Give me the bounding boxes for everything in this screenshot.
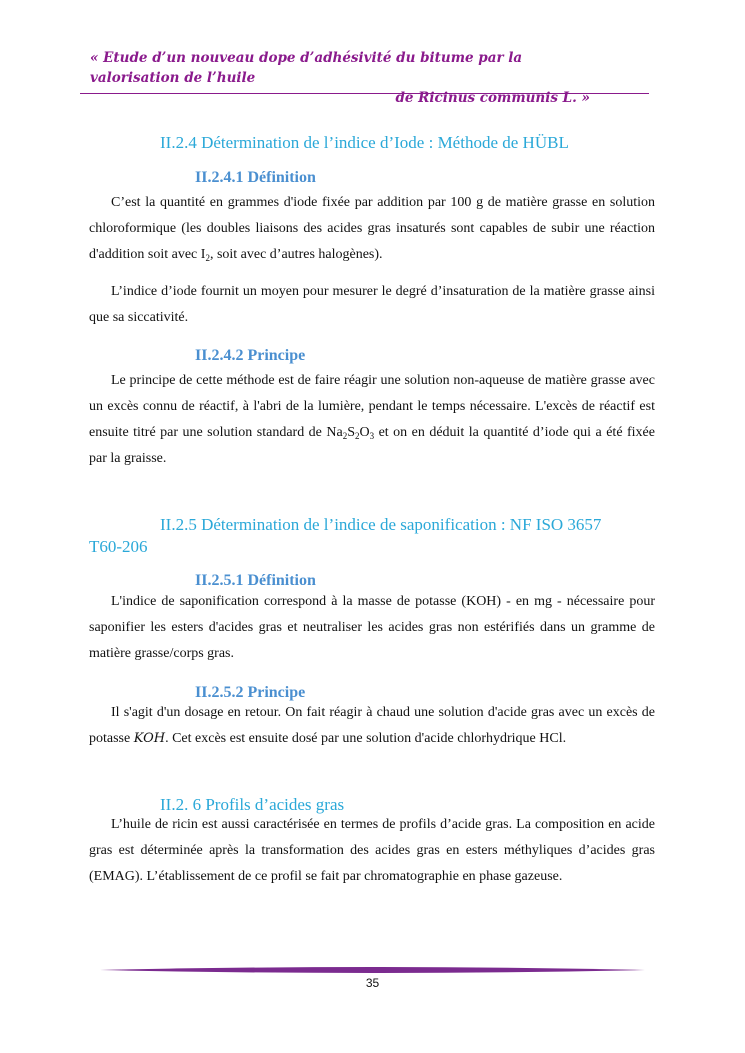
running-header bbox=[90, 48, 590, 108]
page-number: 35 bbox=[365, 976, 380, 990]
footer-divider bbox=[100, 964, 645, 976]
section-heading-2-2-5: II.2.5 Détermination de l’indice de saponification : NF ISO 3657 bbox=[160, 515, 602, 534]
paragraph-saponification-definition: L'indice de saponification correspond à la masse de potasse (KOH) - en mg - nécessaire pour saponifier les esters d'acides gras et neutraliser les acides gras non estérifiés dans un gramme de matière grasse/corps gras. bbox=[89, 594, 655, 661]
subsection-heading-2-2-4-1: II.2.4.1 Définition bbox=[195, 169, 316, 186]
paragraph-iodine-insaturation: L’indice d’iode fournit un moyen pour mesurer le degré d’insaturation de la matière grasse ainsi que sa siccativité. bbox=[89, 284, 655, 325]
header-divider bbox=[80, 93, 649, 94]
subsection-heading-2-2-4-2: II.2.4.2 Principe bbox=[195, 347, 306, 364]
running-header-line-1: « Etude d’un nouveau dope d’adhésivité du bitume par la valorisation de l’huile bbox=[90, 50, 523, 86]
running-header-line-2: de Ricinus communis L. » bbox=[395, 90, 590, 106]
math-koh: KOH bbox=[133, 731, 166, 746]
section-heading-2-2-4: II.2.4 Détermination de l’indice d’Iode : Méthode de HÜBL bbox=[160, 133, 569, 152]
paragraph-iodine-definition: C’est la quantité en grammes d'iode fixée par addition par 100 g de matière grasse en solution chloroformique (les doubles liaisons des acides gras insaturés sont capables de subir une réaction d'addition soit avec $I_2$, soit avec d’autres halogènes). bbox=[89, 195, 655, 263]
paragraph-iodine-principle: Le principe de cette méthode est de faire réagir une solution non-aqueuse de matière grasse avec un excès connu de réactif, à l'abri de la lumière, pendant le temps nécessaire. L'excès de réactif est ensuite titré par une solution standard de $Na_2S_2O_3$ et on en déduit la quantité d’iode qui a été fixée par la graisse. bbox=[89, 373, 655, 466]
subsection-heading-2-2-5-2: II.2.5.2 Principe bbox=[195, 684, 306, 701]
paragraph-saponification-principle: Il s'agit d'un dosage en retour. On fait réagir à chaud une solution d'acide gras avec un excès de potasse KOH. Cet excès est ensuite dosé par une solution d'acide chlorhydrique HCl. bbox=[89, 705, 655, 746]
paragraph-fatty-acid-profiles: L’huile de ricin est aussi caractérisée en termes de profils d’acide gras. La composition en acide gras est déterminée après la transformation des acides gras en esters méthyliques d’acides gras (EMAG). L’établissement de ce profil se fait par chromatographie en phase gazeuse. bbox=[89, 817, 655, 884]
section-heading-2-2-6: II.2. 6 Profils d’acides gras bbox=[160, 795, 345, 814]
subsection-heading-2-2-5-1: II.2.5.1 Définition bbox=[195, 572, 316, 589]
section-heading-2-2-5-continued: T60-206 bbox=[89, 537, 148, 556]
